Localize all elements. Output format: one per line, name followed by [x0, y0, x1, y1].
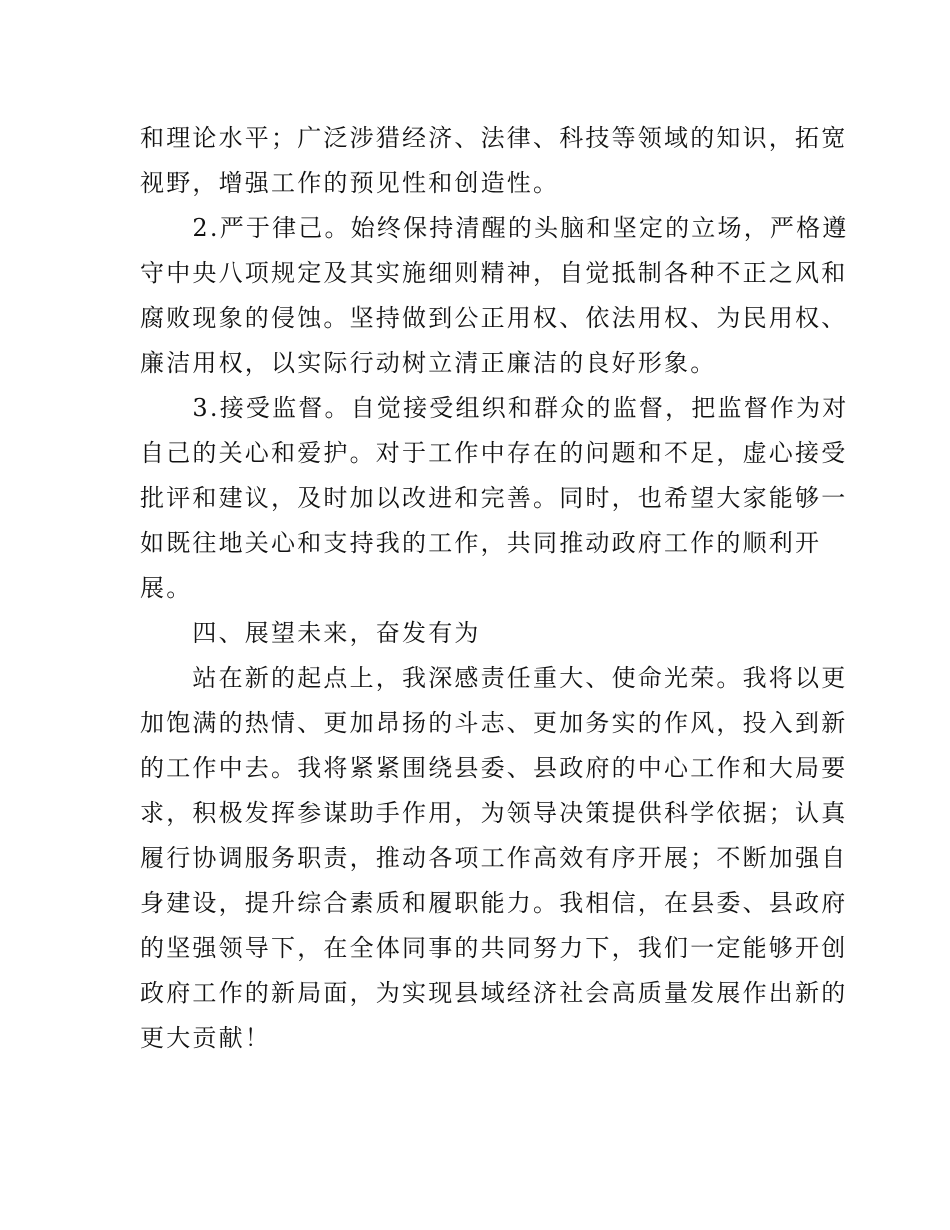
text-line: 四、展望未来，奋发有为 — [140, 619, 481, 647]
paragraph-continuation — [140, 116, 848, 206]
text-line: 身建设，提升综合素质和履职能力。我相信，在县委、县政府 — [140, 889, 848, 917]
text-line: 廉洁用权，以实际行动树立清正廉洁的良好形象。 — [140, 349, 717, 377]
text-line: 履行协调服务职责，推动各项工作高效有序开展；不断加强自 — [140, 844, 848, 872]
paragraph-outlook — [140, 656, 848, 1061]
text-line: 的坚强领导下，在全体同事的共同努力下，我们一定能够开创 — [140, 934, 848, 962]
text-line: 展。 — [140, 574, 193, 602]
text-line: 政府工作的新局面，为实现县域经济社会高质量发展作出新的 — [140, 979, 848, 1007]
text-line: 腐败现象的侵蚀。坚持做到公正用权、依法用权、为民用权、 — [140, 304, 848, 332]
text-line: 视野，增强工作的预见性和创造性。 — [140, 169, 560, 197]
text-line: 批评和建议，及时加以改进和完善。同时，也希望大家能够一 — [140, 484, 848, 512]
text-line: 求，积极发挥参谋助手作用，为领导决策提供科学依据；认真 — [140, 799, 848, 827]
document-body — [140, 116, 849, 1061]
text-line: 加饱满的热情、更加昂扬的斗志、更加务实的作风，投入到新 — [140, 709, 848, 737]
text-line: 站在新的起点上，我深感责任重大、使命光荣。我将以更 — [140, 664, 848, 692]
text-line: 如既往地关心和支持我的工作，共同推动政府工作的顺利开 — [140, 529, 822, 557]
text-line: 的工作中去。我将紧紧围绕县委、县政府的中心工作和大局要 — [140, 754, 848, 782]
text-line: 和理论水平；广泛涉猎经济、法律、科技等领域的知识，拓宽 — [140, 124, 848, 152]
text-line: 自己的关心和爱护。对于工作中存在的问题和不足，虚心接受 — [140, 439, 848, 467]
paragraph-self-discipline — [140, 206, 849, 386]
text-line: 守中央八项规定及其实施细则精神，自觉抵制各种不正之风和 — [140, 259, 848, 287]
text-line: 更大贡献！ — [140, 1024, 271, 1052]
text-line: 3.接受监督。自觉接受组织和群众的监督，把监督作为对 — [140, 394, 849, 422]
text-line: 2.严于律己。始终保持清醒的头脑和坚定的立场，严格遵 — [140, 214, 849, 242]
paragraph-accept-supervision — [140, 386, 849, 611]
section-heading — [140, 611, 810, 656]
